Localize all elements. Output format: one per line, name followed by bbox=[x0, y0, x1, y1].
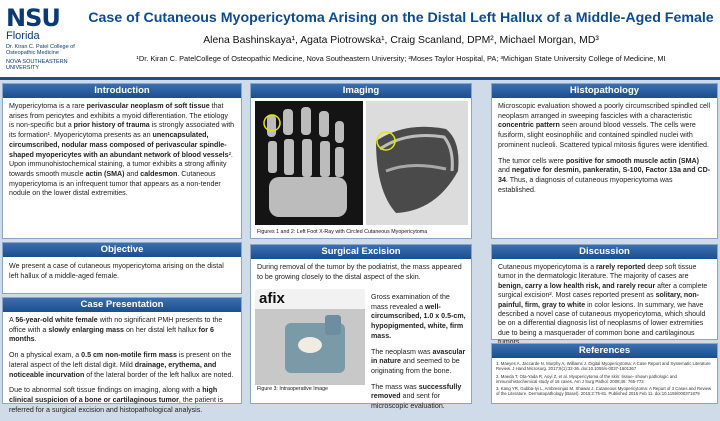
case-bold: drainage, erythema, and noticeable incurvation bbox=[9, 360, 217, 379]
gross-paragraph-2 bbox=[371, 348, 467, 377]
disc-bold: solitary, non-painful, firm, gray to white bbox=[498, 292, 700, 309]
intro-bold: unencapsulated, circumscribed, nodular mass composed of perivascular spindle-shaped myopericytes with an abundant network of blood vessels bbox=[9, 131, 229, 159]
objective-title: Objective bbox=[3, 243, 241, 257]
intro-bold: perivascular neoplasm of soft tissue bbox=[86, 102, 210, 110]
references-list bbox=[496, 361, 713, 399]
disc-bold: rarely reported bbox=[596, 264, 646, 271]
case-presentation-heading: Case Presentation bbox=[3, 298, 241, 312]
introduction-paragraph bbox=[9, 102, 235, 199]
surg-bold: avascular in nature bbox=[371, 347, 466, 366]
histopathology-section bbox=[491, 83, 718, 239]
case-text: is present on the lateral aspect of the left distal digit. Mild bbox=[9, 351, 232, 369]
surg-text: and seemed to be originating from the bone. bbox=[371, 357, 460, 375]
histo-text: . Thus, a diagnosis of cutaneous myopericytoma was established. bbox=[498, 175, 673, 194]
poster-header bbox=[0, 0, 720, 80]
reference-item: 3. Kang YR, Gubba-Iyi L, Ambresinjas M, Shawar J. Cutaneous Myopericytoma: A Report of 3 Cases and Review of the Literature. Dermatopathology (Basel). 2015;2:75-81. Published 2015 Feb 11. doi:10.1159/000371879 bbox=[496, 386, 712, 397]
surgical-heading: Surgical Excision bbox=[251, 245, 471, 259]
disc-text: Cutaneous myopericytoma is a bbox=[498, 264, 597, 271]
discussion-paragraph bbox=[498, 263, 711, 348]
xray-image-1 bbox=[255, 101, 363, 225]
xray-foot-bones-2 bbox=[366, 101, 468, 225]
xray-image-2 bbox=[366, 101, 468, 225]
author-list: Alena Bashinskaya¹, Agata Piotrowska¹, Craig Scanland, DPM², Michael Morgan, MD³ bbox=[203, 35, 599, 46]
objective-panel bbox=[2, 242, 242, 294]
case-paragraph-3 bbox=[9, 386, 235, 415]
case-text: with no significant PMH presents to the office with a bbox=[9, 316, 223, 334]
case-text: , the patient is referred for a surgical excision and histopathological analysis. bbox=[9, 395, 224, 414]
histo-paragraph-2 bbox=[498, 157, 711, 196]
case-paragraph-2 bbox=[9, 351, 235, 380]
case-text: A bbox=[9, 316, 16, 324]
disc-text: in color lesions. In summary, we have described a novel case of cutaneous myopericytoma, which should be on a differential diagnosis list of neoplasms of lower extremities due to being a masquerader of common bone and cartilaginous bbox=[498, 301, 706, 337]
case-bold: for 6 months bbox=[9, 325, 214, 344]
surg-text: Gross examination of the mass revealed a bbox=[371, 293, 450, 311]
introduction-section bbox=[2, 83, 242, 239]
photo-text-afix: afix bbox=[259, 290, 285, 307]
intro-bold: caldesmon bbox=[140, 169, 178, 178]
reference-item: 2. Maeda T, Ota-Yada R, Aoyi Z, et al. Myopericytoma of the skin: tissue- shown pathologic and immunohistochemical study of 16 cases. Am J Surg Pathol. 2008;46: 765-772 bbox=[496, 373, 677, 384]
surgical-intro: During removal of the tumor by the podiatrist, the mass appeared to be growing closely to the distal aspect of the skin. bbox=[257, 263, 462, 281]
histo-paragraph-1 bbox=[498, 102, 711, 151]
disc-text: deep soft tissue tumor in the dermatologic literature. The majority of cases are bbox=[498, 264, 697, 281]
intro-text: Myopericytoma is a rare bbox=[9, 102, 87, 110]
disc-bold: benign, carry a low health risk, and rarely recur bbox=[498, 282, 656, 290]
histo-text: Microscopic evaluation showed a poorly circumscribed spindled cell neoplasm arranged in sweeping fascicles with a characteristic bbox=[498, 102, 711, 120]
histo-bold: positive for smooth muscle actin (SMA) bbox=[565, 156, 700, 165]
case-bold: slowly enlarging mass bbox=[48, 325, 125, 334]
intro-text: and bbox=[124, 169, 141, 178]
case-presentation-body bbox=[9, 316, 235, 421]
logo-brand: NSU bbox=[6, 4, 60, 32]
histo-bold: concentric pattern bbox=[498, 121, 560, 130]
intro-bold: actin (SMA) bbox=[85, 169, 125, 178]
intro-text: . Cutaneous myopericytoma is an infrequent tumor that appears as a non-tender nodule on the lower distal extremities. bbox=[9, 169, 221, 198]
surg-text: and sent for microscopic evaluation. bbox=[371, 392, 445, 411]
logo-college: Dr. Kiran C. Patel College of Osteopathic Medicine bbox=[6, 44, 75, 57]
surgical-caption: Figure 3: Intraoperative Image bbox=[257, 386, 328, 392]
case-bold: 56-year-old white female bbox=[15, 316, 98, 324]
disc-text: after a complete surgical excision². Most cases reported present as bbox=[498, 282, 708, 300]
nsu-logo bbox=[6, 6, 80, 76]
histo-bold: negative for desmin, pankeratin, S-100, Factor 13a and CD-34 bbox=[498, 166, 711, 184]
discussion-section bbox=[491, 244, 718, 340]
introduction-body bbox=[9, 102, 235, 205]
surgical-excision-section bbox=[250, 244, 472, 411]
introduction-heading: Introduction bbox=[3, 84, 241, 98]
xray-foot-bones-1 bbox=[255, 101, 363, 225]
intro-bold: prior history of trauma bbox=[73, 121, 150, 130]
intro-text: ². Upon immunohistochemical staining, a tumor exhibits a strong affinity towards smooth muscle bbox=[9, 150, 233, 178]
imaging-section bbox=[250, 83, 472, 239]
intraoperative-photo bbox=[255, 289, 365, 385]
imaging-heading: Imaging bbox=[251, 84, 471, 98]
surg-text: The neoplasm was bbox=[371, 347, 433, 356]
references-section bbox=[491, 343, 718, 404]
discussion-body bbox=[498, 263, 711, 354]
imaging-caption: Figures 1 and 2: Left Foot X-Ray with Circled Cutaneous Myopericytoma bbox=[257, 229, 428, 235]
gross-paragraph-1 bbox=[371, 293, 467, 342]
poster-title: Case of Cutaneous Myopericytoma Arising on the Distal Left Hallux of a Middle-Aged Female bbox=[88, 10, 714, 26]
case-text: . bbox=[34, 335, 37, 344]
surg-text: The mass was bbox=[371, 382, 419, 391]
surg-bold: successfully removed bbox=[371, 382, 462, 401]
objective-text: We present a case of cutaneous myopericytoma arising on the distal left hallux of a middle-aged female. bbox=[9, 262, 224, 280]
logo-university: NOVA SOUTHEASTERN UNIVERSITY bbox=[6, 58, 68, 71]
reference-item: 1. Maeyes A, Jaccarde N, Murphy A, Williams J. Digital Myopericytoma: A Case Report and Systematic Literature Review. J Hand Microsurg. 2017;9(1):32-36. doi:10.1055/s-0037-1601367 bbox=[496, 361, 711, 372]
gross-examination-text bbox=[371, 293, 467, 418]
intro-text: is strongly associated with its formation¹. Myopericytoma presents as an bbox=[9, 121, 235, 140]
case-bold: 0.5 cm non-motile firm mass bbox=[81, 351, 177, 360]
case-text: on her distal left hallux bbox=[124, 325, 199, 334]
gross-paragraph-3 bbox=[371, 383, 467, 412]
histopathology-heading: Histopathology bbox=[492, 84, 717, 98]
case-bold: high clinical suspicion of a bone or cartilaginous tumor bbox=[9, 386, 218, 404]
case-text: of the lateral border of the left hallux are noted. bbox=[84, 370, 234, 379]
case-text: On a physical exam, a bbox=[9, 351, 82, 360]
case-presentation-main-panel bbox=[2, 297, 242, 414]
logo-state: Florida bbox=[6, 30, 40, 42]
references-heading: References bbox=[492, 344, 717, 358]
histopathology-body bbox=[498, 102, 711, 201]
histo-text: The tumor cells were bbox=[498, 156, 566, 165]
histo-text: and bbox=[498, 166, 512, 175]
case-text: Due to abnormal soft tissue findings on imaging, along with a bbox=[9, 386, 203, 395]
case-paragraph-1 bbox=[9, 316, 235, 345]
intro-text: that arises from pericytes and exhibits a myoid differentiation. The etiology is non-specific but a bbox=[9, 102, 228, 130]
surg-bold: well-circumscribed, 1.0 x 0.5-cm, hypopigmented, white, firm mass. bbox=[371, 302, 466, 340]
histo-text: seen around blood vessels. The cells were fusiform, slight eosinophilic and contained spindled nuclei with prominent nucleoli. Scattered typical mitosis figures were identified. bbox=[498, 121, 709, 149]
affiliations: ¹Dr. Kiran C. PatelCollege of Osteopathic Medicine, Nova Southeastern University; ²Moses Taylor Hospital, PA; ³Michigan State University College of Medicine, MI bbox=[136, 54, 666, 63]
discussion-heading: Discussion bbox=[492, 245, 717, 259]
